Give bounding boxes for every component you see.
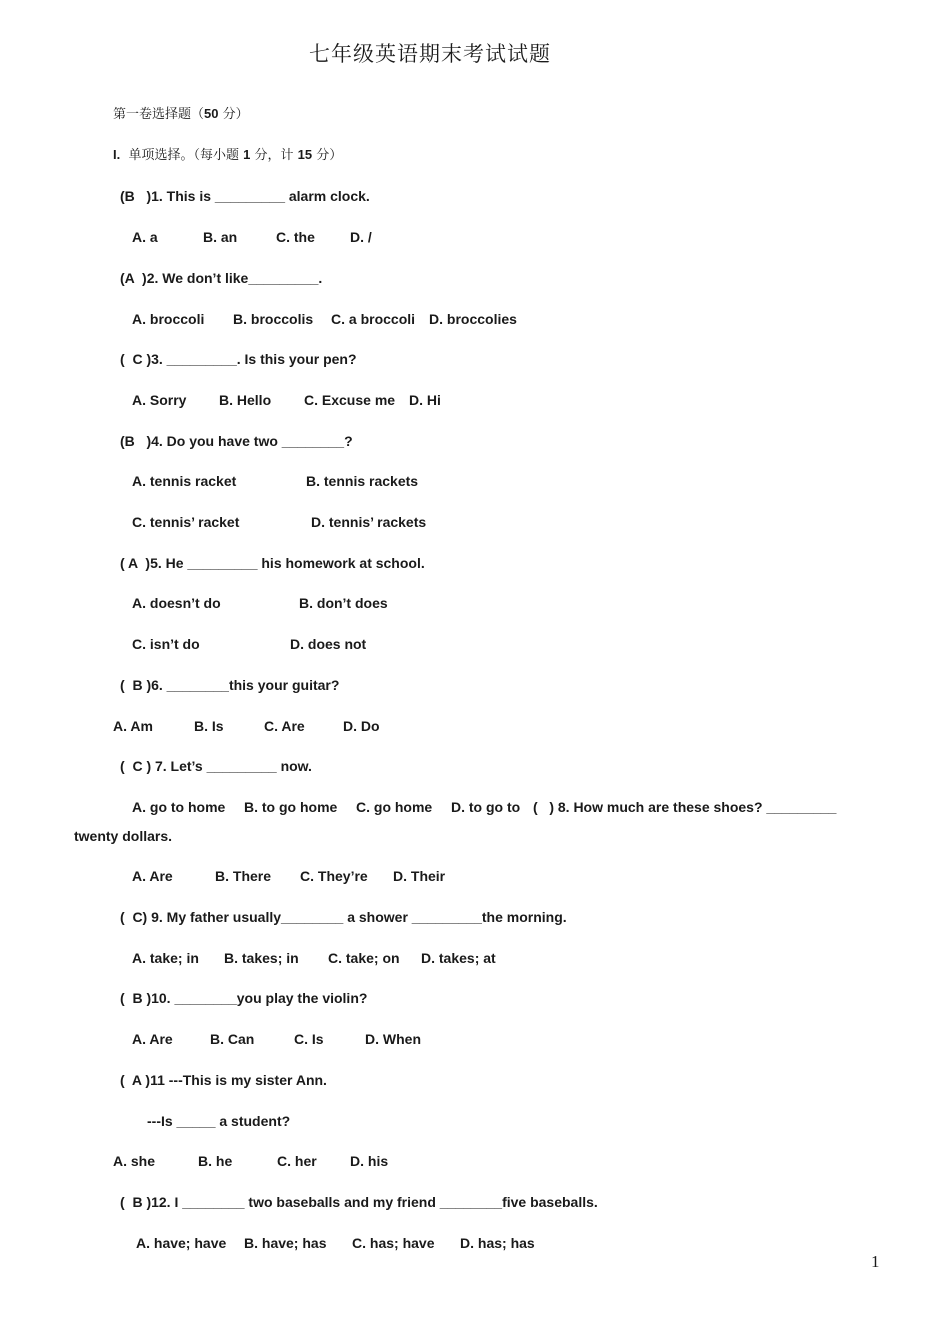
q5-option-c: C. isn’t do (132, 636, 200, 652)
part-total-points: 15 (297, 147, 313, 162)
q1-option-c: C. the (276, 229, 315, 245)
section-prefix: 第一卷选择题（ (113, 107, 205, 122)
question-2-stem: (A )2. We don’t like_________. (120, 270, 323, 286)
part-per-points: 1 (243, 147, 251, 162)
question-7-stem: ( C ) 7. Let’s _________ now. (120, 758, 312, 774)
q2-option-a: A. broccoli (132, 311, 205, 327)
q7-option-a: A. go to home (132, 799, 226, 815)
q10-option-a: A. Are (132, 1031, 173, 1047)
question-8-stem: ( ) 8. How much are these shoes? _________ (533, 799, 837, 815)
section-suffix: 分） (218, 107, 249, 122)
section-heading (113, 105, 249, 124)
question-12-stem: ( B )12. I ________ two baseballs and my friend ________five baseballs. (120, 1194, 598, 1210)
q12-option-d: D. has; has (460, 1235, 535, 1251)
q4-option-c: C. tennis’ racket (132, 514, 240, 530)
q1-option-b: B. an (203, 229, 238, 245)
q11-option-c: C. her (277, 1153, 317, 1169)
q1-option-a: A. a (132, 229, 158, 245)
q3-option-c: C. Excuse me (304, 392, 396, 408)
q8-option-a: A. Are (132, 868, 173, 884)
question-10-stem: ( B )10. ________you play the violin? (120, 990, 368, 1006)
q10-option-d: D. When (365, 1031, 421, 1047)
q9-option-c: C. take; on (328, 950, 400, 966)
q6-option-c: C. Are (264, 718, 305, 734)
q12-option-c: C. has; have (352, 1235, 435, 1251)
section-points: 50 (204, 106, 219, 121)
q5-option-a: A. doesn’t do (132, 595, 221, 611)
q2-option-c: C. a broccoli (331, 311, 416, 327)
question-1-stem: (B )1. This is _________ alarm clock. (120, 188, 370, 204)
q4-option-a: A. tennis racket (132, 473, 237, 489)
q1-option-d: D. / (350, 229, 372, 245)
q5-option-d: D. does not (290, 636, 367, 652)
question-4-stem: (B )4. Do you have two ________? (120, 433, 353, 449)
q10-option-c: C. Is (294, 1031, 324, 1047)
q7-option-c: C. go home (356, 799, 433, 815)
part-roman: I. (113, 147, 121, 162)
q3-option-b: B. Hello (219, 392, 272, 408)
question-6-stem: ( B )6. ________this your guitar? (120, 677, 340, 693)
q8-option-b: B. There (215, 868, 272, 884)
question-3-stem: ( C )3. _________. Is this your pen? (120, 351, 357, 367)
part-heading (113, 146, 342, 165)
q11-option-a: A. she (113, 1153, 156, 1169)
q9-option-a: A. take; in (132, 950, 199, 966)
q7-option-d: D. to go to (451, 799, 521, 815)
q12-option-b: B. have; has (244, 1235, 327, 1251)
q6-option-b: B. Is (194, 718, 224, 734)
question-11-stem-continued: ---Is _____ a student? (147, 1113, 291, 1129)
q11-option-b: B. he (198, 1153, 233, 1169)
part-text: 分） (312, 148, 343, 163)
question-11-stem: ( A )11 ---This is my sister Ann. (120, 1072, 327, 1088)
q6-option-a: A. Am (113, 718, 153, 734)
q4-option-d: D. tennis’ rackets (311, 514, 427, 530)
q6-option-d: D. Do (343, 718, 380, 734)
q10-option-b: B. Can (210, 1031, 255, 1047)
q9-option-b: B. takes; in (224, 950, 299, 966)
q2-option-b: B. broccolis (233, 311, 314, 327)
q8-option-c: C. They’re (300, 868, 368, 884)
q2-option-d: D. broccolies (429, 311, 517, 327)
q12-option-a: A. have; have (136, 1235, 227, 1251)
q4-option-b: B. tennis rackets (306, 473, 419, 489)
q5-option-b: B. don’t does (299, 595, 388, 611)
q7-option-b: B. to go home (244, 799, 338, 815)
q11-option-d: D. his (350, 1153, 389, 1169)
q9-option-d: D. takes; at (421, 950, 496, 966)
q3-option-d: D. Hi (409, 392, 441, 408)
question-9-stem: ( C) 9. My father usually________ a shower _________the morning. (120, 909, 567, 925)
page-number: 1 (871, 1252, 880, 1271)
part-text: 单项选择。（每小题 (128, 148, 244, 163)
q8-option-d: D. Their (393, 868, 446, 884)
q3-option-a: A. Sorry (132, 392, 187, 408)
part-text: 分，计 (250, 148, 298, 163)
question-5-stem: ( A )5. He _________ his homework at school. (120, 555, 425, 571)
question-8-stem-continued: twenty dollars. (74, 828, 173, 844)
page-title: 七年级英语期末考试试题 (309, 42, 551, 66)
